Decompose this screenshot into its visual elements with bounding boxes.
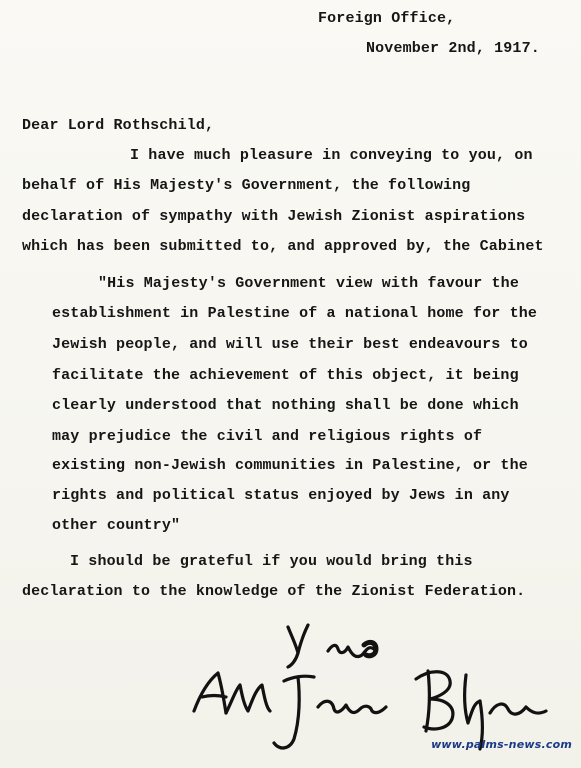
letterhead-office: Foreign Office, (318, 10, 456, 27)
declaration-line: may prejudice the civil and religious rights of (52, 428, 483, 445)
closing-line: I should be grateful if you would bring this (70, 553, 473, 570)
closing-line: declaration to the knowledge of the Zionist Federation. (22, 583, 526, 600)
declaration-line: Jewish people, and will use their best endeavours to (52, 336, 528, 353)
declaration-line: other country" (52, 517, 181, 534)
declaration-line: establishment in Palestine of a national home for the (52, 305, 538, 322)
letter-date: November 2nd, 1917. (366, 40, 540, 57)
declaration-line: existing non-Jewish communities in Palestine, or the (52, 457, 528, 474)
declaration-line: rights and political status enjoyed by Jews in any (52, 487, 510, 504)
body-line: behalf of His Majesty's Government, the following (22, 177, 471, 194)
watermark: www.palms-news.com (431, 738, 572, 751)
declaration-line: "His Majesty's Government view with favour the (98, 275, 519, 292)
body-line: declaration of sympathy with Jewish Zionist aspirations (22, 208, 526, 225)
declaration-line: facilitate the achievement of this object, it being (52, 367, 519, 384)
body-line: which has been submitted to, and approved by, the Cabinet (22, 238, 544, 255)
declaration-line: clearly understood that nothing shall be done which (52, 397, 519, 414)
salutation: Dear Lord Rothschild, (22, 117, 215, 134)
body-line: I have much pleasure in conveying to you, on (130, 147, 533, 164)
